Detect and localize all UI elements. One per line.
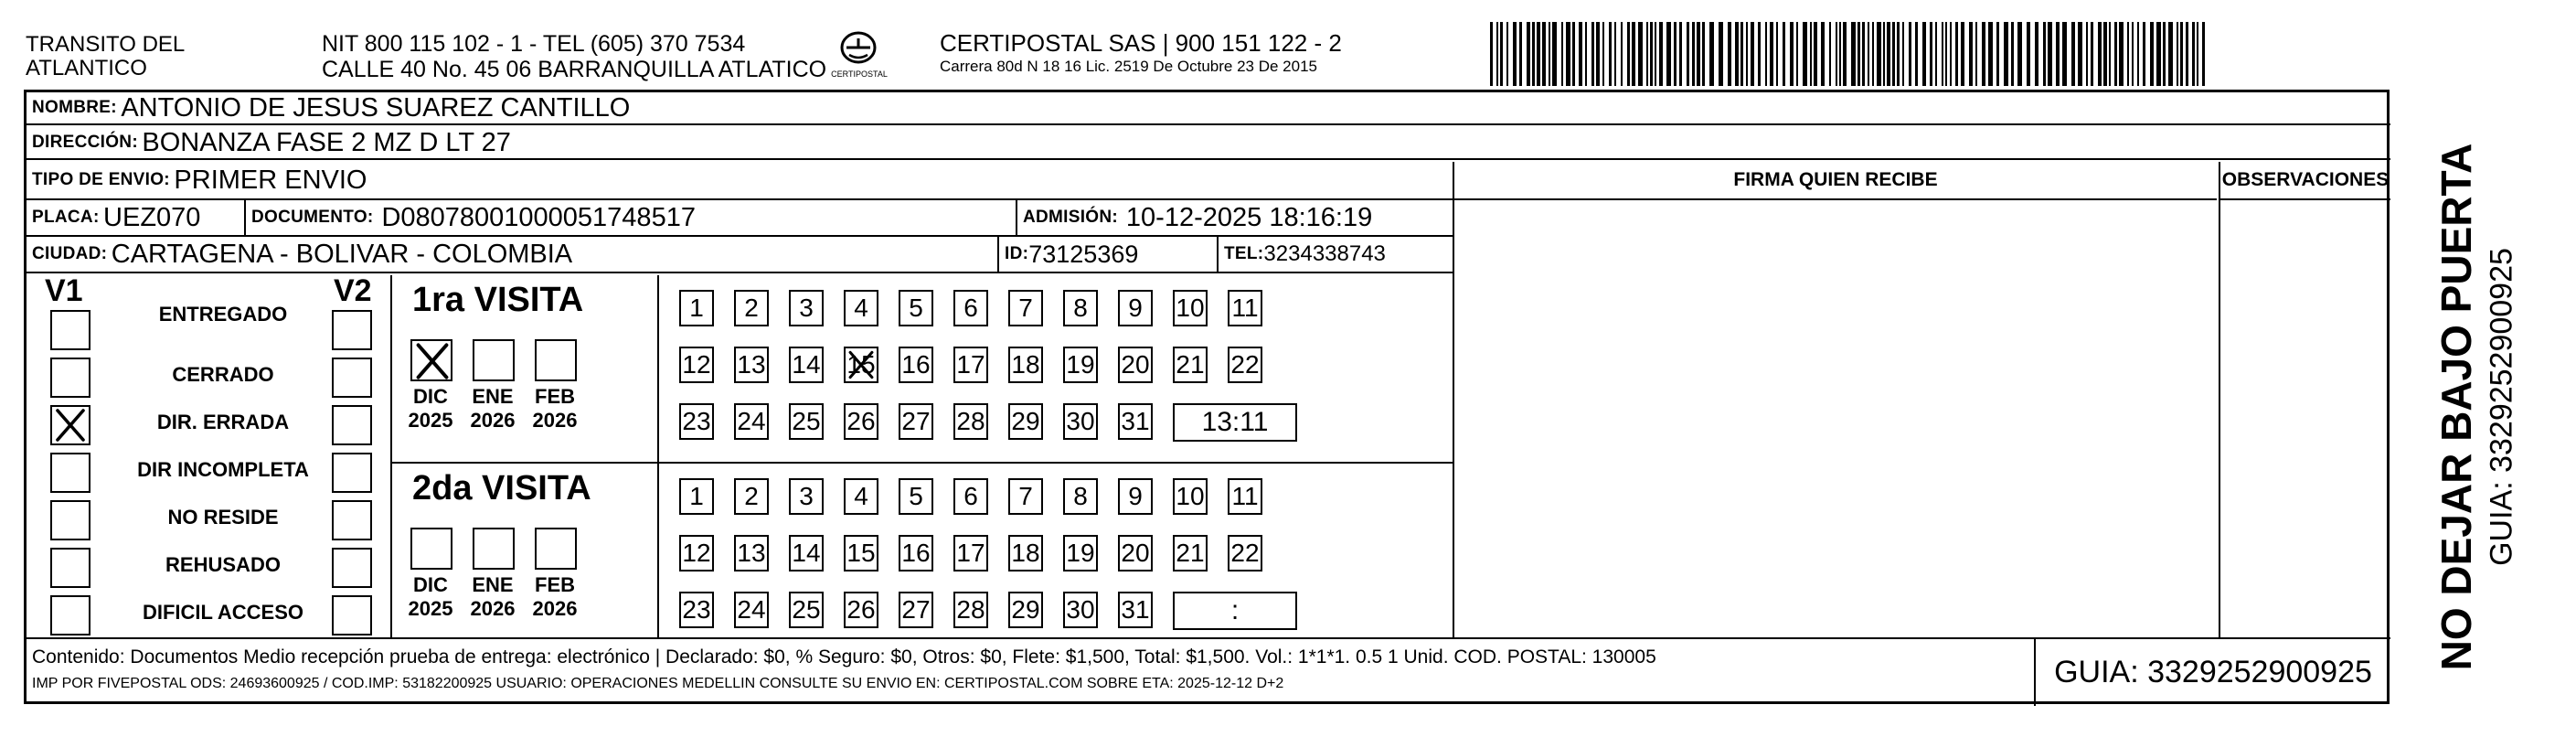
footer-content-line: Contenido: Documentos Medio recepción prueba de entrega: electrónico | Declarado: $0, % Seguro: $0, Otros: $0, Flete: $1,500, Total: $1,500. Vol.: 1*1*1. 0.5 1 Unid. COD. POSTAL: 130005 — [32, 646, 1656, 668]
v2-checkbox — [332, 453, 372, 493]
v1-checkbox — [50, 405, 90, 445]
day-box: 29 — [1008, 403, 1043, 440]
day-box: 17 — [953, 347, 988, 383]
day-box: 16 — [899, 347, 933, 383]
v1-checkbox — [50, 358, 90, 398]
day-box: 21 — [1173, 535, 1208, 571]
side-warning-text: NO DEJAR BAJO PUERTA — [2432, 143, 2480, 671]
tel-label: TEL: — [1224, 244, 1264, 263]
v2-checkbox — [332, 358, 372, 398]
day-box: 17 — [953, 535, 988, 571]
tipo-value: PRIMER ENVIO — [174, 165, 367, 195]
documento-value: D08078001000051748517 — [381, 202, 696, 232]
day-box: 28 — [953, 592, 988, 628]
footer-print-line: IMP POR FIVEPOSTAL ODS: 24693600925 / COD.IMP: 53182200925 USUARIO: OPERACIONES MEDELLIN CONSULTE SU ENVIO EN: CERTIPOSTAL.COM SOBRE ETA: 2025-12-12 D+2 — [32, 676, 1284, 691]
month-checkbox — [473, 339, 515, 381]
day-box: 27 — [899, 592, 933, 628]
status-label: NO RESIDE — [167, 506, 279, 529]
logo-text: CERTIPOSTAL — [831, 69, 888, 79]
sender-contact — [322, 31, 826, 82]
status-divider — [390, 275, 392, 637]
day-box: 10 — [1173, 290, 1208, 326]
side-warning — [2397, 110, 2552, 704]
day-box: 8 — [1063, 290, 1098, 326]
month-checkbox — [535, 339, 577, 381]
month-year: 2025 — [408, 409, 453, 432]
day-box: 12 — [679, 535, 714, 571]
sender-name — [26, 33, 300, 80]
status-section — [27, 275, 1453, 637]
day-box: 9 — [1118, 290, 1153, 326]
admision-label: ADMISIÓN: — [1023, 208, 1119, 227]
day-box: 3 — [789, 290, 824, 326]
day-box: 6 — [953, 478, 988, 515]
status-label: ENTREGADO — [158, 303, 288, 326]
day-box: 11 — [1228, 290, 1262, 326]
day-box: 3 — [789, 478, 824, 515]
day-box: 24 — [734, 592, 769, 628]
day-box: 2 — [734, 478, 769, 515]
id-value: 73125369 — [1028, 240, 1139, 268]
tipo-label: TIPO DE ENVIO: — [32, 170, 170, 189]
day-box: 4 — [844, 290, 878, 326]
day-box: 7 — [1008, 290, 1043, 326]
month-name: FEB — [535, 573, 575, 596]
visit-title: 2da VISITA — [412, 469, 591, 507]
day-box: 18 — [1008, 535, 1043, 571]
row-ciudad — [27, 237, 1453, 273]
v1-checkbox — [50, 500, 90, 540]
v2-checkbox — [332, 500, 372, 540]
day-box: 31 — [1118, 403, 1153, 440]
day-box: 30 — [1063, 592, 1098, 628]
month-name: DIC — [413, 385, 448, 408]
day-box: 19 — [1063, 347, 1098, 383]
day-box: 31 — [1118, 592, 1153, 628]
day-box: 29 — [1008, 592, 1043, 628]
ciudad-value: CARTAGENA - BOLIVAR - COLOMBIA — [111, 239, 573, 269]
firma-header: FIRMA QUIEN RECIBE — [1454, 162, 2217, 200]
time-box: 13:11 — [1173, 403, 1297, 442]
day-box: 1 — [679, 290, 714, 326]
month-label — [403, 385, 458, 433]
visit-divider — [657, 275, 659, 637]
nombre-value: ANTONIO DE JESUS SUAREZ CANTILLO — [121, 92, 631, 123]
day-box: 19 — [1063, 535, 1098, 571]
v2-checkbox — [332, 405, 372, 445]
day-box: 26 — [844, 403, 878, 440]
day-box: 13 — [734, 347, 769, 383]
day-box: 8 — [1063, 478, 1098, 515]
day-box: 5 — [899, 290, 933, 326]
month-label — [527, 385, 582, 433]
visit-title: 1ra VISITA — [412, 281, 584, 319]
v1-checkbox — [50, 548, 90, 588]
day-box: 10 — [1173, 478, 1208, 515]
carrier-line: CERTIPOSTAL SAS | 900 151 122 - 2 — [940, 29, 1342, 57]
month-year: 2026 — [470, 409, 516, 432]
row-direccion — [27, 127, 2390, 160]
month-year: 2026 — [532, 409, 578, 432]
month-name: DIC — [413, 573, 448, 596]
month-name: ENE — [472, 573, 514, 596]
visit-separator — [390, 462, 1453, 464]
day-box: 22 — [1228, 347, 1262, 383]
v1-checkbox — [50, 310, 90, 350]
day-box: 23 — [679, 403, 714, 440]
status-label: REHUSADO — [165, 553, 281, 576]
v1-checkbox — [50, 453, 90, 493]
id-label: ID: — [1005, 244, 1029, 263]
v1-header: V1 — [45, 273, 83, 308]
documento-label: DOCUMENTO: — [251, 208, 374, 227]
month-checkbox — [410, 339, 452, 381]
day-box: 20 — [1118, 535, 1153, 571]
day-box: 24 — [734, 403, 769, 440]
day-box: 22 — [1228, 535, 1262, 571]
status-label: CERRADO — [172, 363, 274, 386]
ciudad-label: CIUDAD: — [32, 244, 108, 263]
day-box: 1 — [679, 478, 714, 515]
row-placa — [27, 200, 1453, 237]
day-box: 25 — [789, 592, 824, 628]
day-box: 30 — [1063, 403, 1098, 440]
direccion-label: DIRECCIÓN: — [32, 133, 138, 152]
license-line: Carrera 80d N 18 16 Lic. 2519 De Octubre 23 De 2015 — [940, 58, 1317, 75]
footer-guia: GUIA: 3329252900925 — [2034, 639, 2390, 706]
day-box: 16 — [899, 535, 933, 571]
address-line: CALLE 40 No. 45 06 BARRANQUILLA ATLATICO — [322, 57, 827, 82]
day-box: 21 — [1173, 347, 1208, 383]
placa-value: UEZ070 — [103, 202, 201, 232]
day-box: 15 — [844, 535, 878, 571]
month-label — [465, 573, 520, 621]
day-box: 26 — [844, 592, 878, 628]
day-box: 4 — [844, 478, 878, 515]
nit-line: NIT 800 115 102 - 1 - TEL (605) 370 7534 — [322, 31, 746, 57]
footer — [27, 637, 2390, 704]
day-box: 12 — [679, 347, 714, 383]
day-box: 18 — [1008, 347, 1043, 383]
nombre-label: NOMBRE: — [32, 98, 117, 117]
day-box: 25 — [789, 403, 824, 440]
v2-header: V2 — [334, 273, 372, 308]
time-box: : — [1173, 592, 1297, 630]
day-box: 2 — [734, 290, 769, 326]
month-checkbox — [535, 528, 577, 570]
month-label — [465, 385, 520, 433]
side-guia-text: GUIA: 3329252900925 — [2484, 248, 2519, 566]
sender-line-1: TRANSITO DEL — [26, 32, 186, 57]
barcode-icon — [1490, 22, 2212, 86]
day-box: 14 — [789, 347, 824, 383]
day-box: 23 — [679, 592, 714, 628]
v2-checkbox — [332, 595, 372, 636]
observaciones-header: OBSERVACIONES — [2219, 162, 2390, 200]
v1-checkbox — [50, 595, 90, 636]
status-label: DIR INCOMPLETA — [137, 458, 309, 481]
month-name: ENE — [472, 385, 514, 408]
placa-label: PLACA: — [32, 208, 100, 227]
day-box: 13 — [734, 535, 769, 571]
day-box: 15 — [844, 347, 878, 383]
carrier-info — [940, 29, 1342, 77]
status-label: DIR. ERRADA — [156, 411, 290, 433]
day-box: 6 — [953, 290, 988, 326]
day-box: 27 — [899, 403, 933, 440]
month-year: 2026 — [470, 597, 516, 620]
admision-value: 10-12-2025 18:16:19 — [1125, 202, 1373, 232]
day-box: 28 — [953, 403, 988, 440]
month-checkbox — [473, 528, 515, 570]
month-year: 2026 — [532, 597, 578, 620]
v2-checkbox — [332, 310, 372, 350]
row-tipo — [27, 162, 1453, 200]
month-label — [527, 573, 582, 621]
day-box: 7 — [1008, 478, 1043, 515]
row-nombre — [27, 92, 2390, 125]
day-box: 14 — [789, 535, 824, 571]
sender-line-2: ATLANTICO — [26, 56, 147, 80]
v2-checkbox — [332, 548, 372, 588]
day-box: 20 — [1118, 347, 1153, 383]
day-box: 5 — [899, 478, 933, 515]
day-box: 11 — [1228, 478, 1262, 515]
direccion-value: BONANZA FASE 2 MZ D LT 27 — [142, 127, 511, 157]
day-box: 9 — [1118, 478, 1153, 515]
month-year: 2025 — [408, 597, 453, 620]
tel-value: 3234338743 — [1263, 241, 1386, 266]
status-label: DIFICIL ACCESO — [142, 601, 303, 624]
month-label — [403, 573, 458, 621]
delivery-form — [24, 90, 2390, 704]
month-name: FEB — [535, 385, 575, 408]
month-checkbox — [410, 528, 452, 570]
